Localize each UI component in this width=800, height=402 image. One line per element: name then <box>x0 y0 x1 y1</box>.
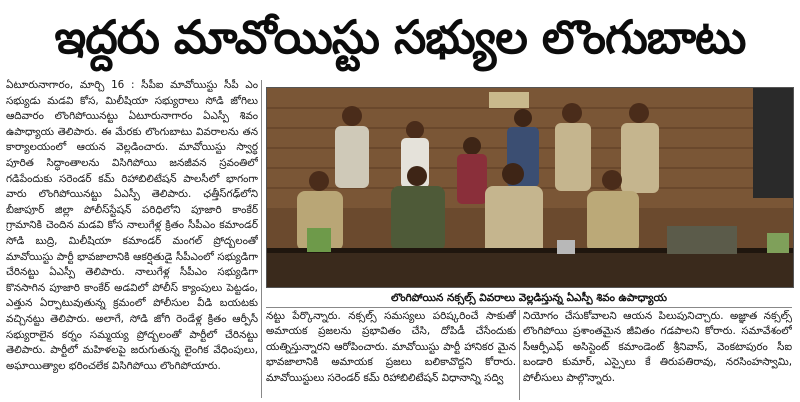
column-divider <box>519 310 520 400</box>
article-body-middle: నట్టు పేర్కొన్నారు. నక్సల్స్ సమస్యలు పరిష్కరించే సాకుతో అమాయక ప్రజలను ప్రభావితం చేసి, దోపిడీ చేసేందుకు యత్నిస్తున్నారని ఆరోపించారు. మావోయిస్టు పార్టీ హానికర మైన భావజాలానికి అమాయక ప్రజలు బలికావొద్దని కోరారు. మావోయిస్టులు సరెండర్ కమ్ రిహాబిలిటేషన్ విధానాన్ని సద్వి <box>266 310 516 384</box>
headline: ఇద్దరు మావోయిస్టు సభ్యుల లొంగుబాటు <box>54 10 746 64</box>
police-press-photo <box>267 88 793 287</box>
column-divider <box>261 80 262 398</box>
caption-rule <box>266 307 792 308</box>
news-photo <box>266 87 794 288</box>
article-body-right: నియోగం చేసుకోవాలని ఆయన పిలుపునిచ్చారు. అజ్ఞాత నక్సల్స్ లొంగిపోయి ప్రశాంతమైన జీవితం గడపాలని కోరారు. సమావేశంలో సీఆర్పీఎఫ్ అసిస్టెంట్ కమాండెంట్ శ్రీనివాస్, వెంకటాపురం సీఐ బండారి కుమార్, ఎస్సైలు కే తిరుపతిరావు, నరసింహస్వామి, పోలీసులు పాల్గొన్నారు. <box>523 310 792 384</box>
photo-caption: లొంగిపోయిన నక్సల్స్ వివరాలు వెల్లడిస్తున్న ఏఎస్పీ శివం ఉపాధ్యాయ <box>391 292 667 304</box>
article-column-left <box>6 78 258 400</box>
article-column-middle <box>266 309 516 401</box>
article-body-left: ఏటూరునాగారం, మార్చి 16 : సీపీఐ మావోయిస్టు సీపీ ఎం సభ్యుడు మడవి కోస, మిలీషియా సభ్యురాలు సోడి జోగిలు ఆదివారం లొంగిపోయినట్టు ఏటూరునాగారం ఏఎస్పీ శివం ఉపాధ్యాయ తెలిపారు. ఈ మేరకు లొంగుబాటు వివరాలను తన కార్యాలయంలో ఆయన వెల్లడించారు. మావోయిస్టు స్వార్థ పూరిత సిద్ధాంతాలను విసిగిపోయి జనజీవన స్రవంతిలో గడిపేందుకు సరెండర్ కమ్ రిహాబిలిటేషన్ పాలసీలో భాగంగా వారు లొంగిపోయినట్టు ఏఎస్పీ తెలిపారు. ఛత్తీస్‌గఢ్‌లోని బీజాపూర్ జిల్లా పోలీస్‌స్టేషన్ పరిధిలోని పూజారి కాంకేర్ గ్రామానికి చెందిన మడవి కోస నాలుగేళ్ల క్రితం సీపీఎం కమాండర్ సోడి బుద్రి, మిలీషియా కమాండర్ మంగల్ ప్రోద్బలంతో మావోయిస్టు పార్టీ భావజాలానికి ఆకర్షితుడై సీపీఎంలో సభ్యుడిగా చేరినట్టు ఏఎస్పీ తెలిపారు. నాలుగేళ్ల సీపీఎం సభ్యుడిగా కొనసాగిన పూజారి కాంకేర్ అడవిలో పోలీస్ క్యాంపులు పెట్టడం, ఎత్తున ఏర్పాటువుతున్న క్రమంలో పోలీసుల వీడి బయటకు వచ్చినట్టు తెలిపారు. అలాగే, సోడి జోగి రెండేళ్ల క్రితం ఆర్పీసీ సభ్యురాలైన కర్నం సమ్మయ్య ప్రోద్బలంతో పార్టీలో చేరినట్టు తెలిపారు. పార్టీలో మహిళలపై జరుగుతున్న లైంగిక వేధింపులు, అఘాయిత్యాల భరించలేక విసిగిపోయి లొంగిపోయారు. <box>6 79 258 372</box>
article-column-right <box>523 309 792 401</box>
